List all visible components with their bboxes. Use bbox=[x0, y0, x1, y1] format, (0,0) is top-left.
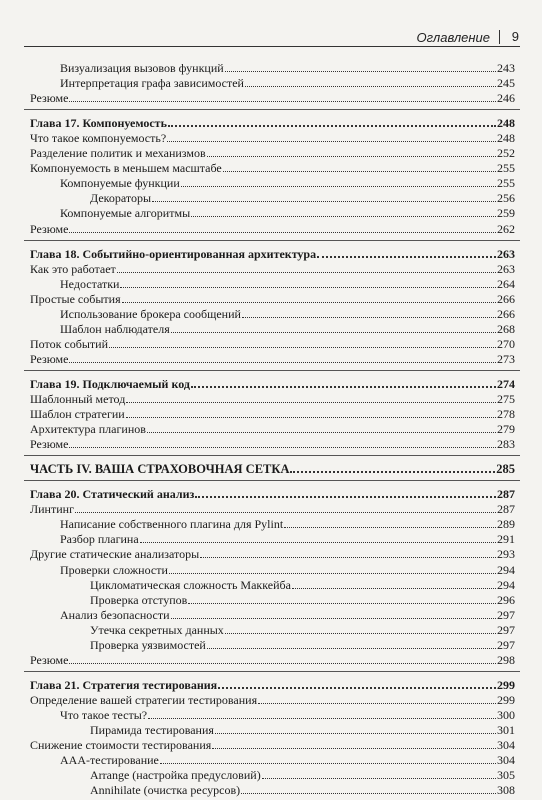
toc-entry-title: Недостатки bbox=[60, 276, 120, 291]
toc-entry[interactable] bbox=[60, 61, 515, 75]
dot-leader bbox=[317, 256, 496, 258]
dot-leader bbox=[207, 156, 496, 157]
toc-entry[interactable] bbox=[30, 653, 515, 667]
toc-page-number: 270 bbox=[497, 336, 515, 351]
toc-part[interactable] bbox=[30, 462, 515, 476]
toc-entry[interactable] bbox=[60, 206, 515, 220]
toc-page-number: 274 bbox=[497, 376, 515, 391]
section-divider bbox=[24, 240, 520, 241]
dot-leader bbox=[290, 471, 495, 473]
toc-page-number: 289 bbox=[497, 517, 515, 532]
toc-page-number: 308 bbox=[497, 783, 515, 798]
toc-page-number: 285 bbox=[496, 462, 515, 477]
toc-chapter[interactable] bbox=[30, 487, 515, 501]
dot-leader bbox=[120, 287, 496, 288]
toc-page-number: 278 bbox=[497, 407, 515, 422]
dot-leader bbox=[117, 272, 496, 273]
toc-entry[interactable] bbox=[90, 191, 515, 205]
toc-page-number: 294 bbox=[497, 562, 515, 577]
dot-leader bbox=[195, 496, 496, 498]
toc-page-number: 246 bbox=[497, 91, 515, 106]
toc-entry[interactable] bbox=[30, 392, 515, 406]
toc-entry[interactable] bbox=[30, 337, 515, 351]
toc-entry[interactable] bbox=[30, 547, 515, 561]
toc-entry[interactable] bbox=[60, 277, 515, 291]
toc-entry[interactable] bbox=[30, 693, 515, 707]
toc-entry-title: Глава 18. Событийно-ориентированная архитектура bbox=[30, 246, 317, 261]
dot-leader bbox=[69, 663, 496, 664]
toc-entry[interactable] bbox=[30, 91, 515, 105]
toc-page-number: 263 bbox=[497, 261, 515, 276]
toc-entry[interactable] bbox=[60, 753, 515, 767]
toc-entry-title: Компонуемость в меньшем масштабе bbox=[30, 161, 222, 176]
toc-page-number: 256 bbox=[497, 191, 515, 206]
toc-chapter[interactable] bbox=[30, 377, 515, 391]
toc-entry[interactable] bbox=[60, 517, 515, 531]
section-divider bbox=[24, 455, 520, 456]
toc-chapter[interactable] bbox=[30, 678, 515, 692]
dot-leader bbox=[75, 512, 496, 513]
toc-entry-title: Проверка отступов bbox=[90, 592, 188, 607]
section-divider bbox=[24, 671, 520, 672]
toc-entry[interactable] bbox=[90, 768, 515, 782]
toc-entry-title: Разделение политик и механизмов bbox=[30, 146, 206, 161]
dot-leader bbox=[147, 432, 496, 433]
toc-entry[interactable] bbox=[30, 292, 515, 306]
toc-page-number: 298 bbox=[497, 652, 515, 667]
toc-entry-title: Резюме bbox=[30, 91, 69, 106]
toc-page-number: 268 bbox=[497, 321, 515, 336]
toc-page-number: 301 bbox=[497, 723, 515, 737]
dot-leader bbox=[126, 417, 496, 418]
section-divider bbox=[24, 480, 520, 481]
toc-entry-title: Цикломатическая сложность Маккейба bbox=[90, 577, 291, 592]
toc-entry-title: Линтинг bbox=[30, 502, 74, 517]
dot-leader bbox=[126, 402, 496, 403]
toc-page-number: 255 bbox=[497, 176, 515, 191]
toc-page-number: 259 bbox=[497, 206, 515, 221]
dot-leader bbox=[152, 201, 496, 202]
dot-leader bbox=[181, 186, 496, 187]
toc-entry[interactable] bbox=[60, 563, 515, 577]
toc-entry-title: Определение вашей стратегии тестирования bbox=[30, 692, 258, 707]
toc-entry-title: Проверки сложности bbox=[60, 562, 168, 577]
toc-entry[interactable] bbox=[60, 176, 515, 190]
dot-leader bbox=[242, 317, 496, 318]
toc-page-number: 293 bbox=[497, 547, 515, 562]
toc-page-number: 266 bbox=[497, 306, 515, 321]
toc-entry[interactable] bbox=[30, 502, 515, 516]
toc-entry[interactable] bbox=[90, 578, 515, 592]
toc-entry[interactable] bbox=[90, 638, 515, 652]
toc-page-number: 255 bbox=[497, 161, 515, 176]
section-divider bbox=[24, 109, 520, 110]
toc-page-number: 264 bbox=[497, 276, 515, 291]
dot-leader bbox=[160, 763, 496, 764]
toc-entry-title: Шаблонный метод bbox=[30, 392, 126, 406]
dot-leader bbox=[69, 232, 496, 233]
dot-leader bbox=[292, 588, 496, 589]
dot-leader bbox=[258, 703, 496, 704]
dot-leader bbox=[171, 332, 496, 333]
toc-entry-title: Что такое компонуемость? bbox=[30, 131, 167, 146]
toc-page-number: 283 bbox=[497, 437, 515, 452]
dot-leader bbox=[191, 386, 496, 388]
dot-leader bbox=[148, 718, 496, 719]
toc-chapter[interactable] bbox=[30, 247, 515, 261]
dot-leader bbox=[225, 633, 496, 634]
toc-entry[interactable] bbox=[30, 131, 515, 145]
toc-entry-title: Компонуемые алгоритмы bbox=[60, 206, 191, 221]
toc-page-number: 299 bbox=[497, 677, 515, 692]
dot-leader bbox=[284, 527, 496, 528]
dot-leader bbox=[223, 171, 496, 172]
toc-entry-title: Резюме bbox=[30, 221, 69, 236]
toc-entry-title: Анализ безопасности bbox=[60, 607, 170, 622]
toc-entry-title: Другие статические анализаторы bbox=[30, 547, 200, 562]
toc-entry-title: Использование брокера сообщений bbox=[60, 306, 241, 321]
toc-entry[interactable] bbox=[90, 623, 515, 637]
toc-entry[interactable] bbox=[90, 593, 515, 607]
toc-entry-title: Декораторы bbox=[90, 191, 152, 206]
dot-leader bbox=[212, 748, 496, 749]
toc-entry[interactable] bbox=[30, 437, 515, 451]
toc-entry-title: Утечка секретных данных bbox=[90, 622, 224, 637]
toc-page-number: 297 bbox=[497, 622, 515, 637]
toc-page-number: 275 bbox=[497, 392, 515, 406]
toc-entry[interactable] bbox=[30, 161, 515, 175]
toc-entry-title: Глава 20. Статический анализ bbox=[30, 487, 195, 502]
toc-entry[interactable] bbox=[60, 708, 515, 722]
dot-leader bbox=[69, 101, 496, 102]
toc-entry-title: Пирамида тестирования bbox=[90, 723, 214, 737]
dot-leader bbox=[69, 447, 496, 448]
dot-leader bbox=[69, 362, 496, 363]
toc-entry[interactable] bbox=[60, 608, 515, 622]
dot-leader bbox=[140, 542, 496, 543]
toc-page-number: 287 bbox=[497, 487, 515, 502]
toc-entry-title: Arrange (настройка предусловий) bbox=[90, 768, 261, 783]
dot-leader bbox=[167, 141, 496, 142]
toc-page-number: 297 bbox=[497, 607, 515, 622]
toc-page-number: 305 bbox=[497, 768, 515, 783]
toc-entry-title: Проверка уязвимостей bbox=[90, 637, 206, 652]
toc-entry-title: AAA-тестирование bbox=[60, 753, 159, 768]
toc-page-number: 296 bbox=[497, 592, 515, 607]
dot-leader bbox=[168, 125, 496, 127]
toc-entry-title: Написание собственного плагина для Pylint bbox=[60, 517, 284, 532]
dot-leader bbox=[207, 648, 496, 649]
dot-leader bbox=[225, 71, 496, 72]
toc-entry-title: ЧАСТЬ IV. ВАША СТРАХОВОЧНАЯ СЕТКА bbox=[30, 462, 290, 477]
toc-page-number: 266 bbox=[497, 291, 515, 306]
toc-entry-title: Шаблон стратегии bbox=[30, 407, 125, 422]
toc-page-number: 300 bbox=[497, 707, 515, 722]
dot-leader bbox=[122, 302, 496, 303]
toc-page-number: 287 bbox=[497, 502, 515, 517]
dot-leader bbox=[241, 793, 496, 794]
toc-entry-title: Резюме bbox=[30, 652, 69, 667]
toc-page-number: 245 bbox=[497, 76, 515, 91]
toc-page-number: 279 bbox=[497, 422, 515, 437]
dot-leader bbox=[218, 687, 496, 689]
toc-page-number: 263 bbox=[497, 246, 515, 261]
toc-entry-title: Компонуемые функции bbox=[60, 176, 180, 191]
toc-entry[interactable] bbox=[60, 76, 515, 90]
toc-entry-title: Что такое тесты? bbox=[60, 707, 148, 722]
toc-page-number: 248 bbox=[497, 131, 515, 146]
toc-page-number: 297 bbox=[497, 637, 515, 652]
toc-page-number: 291 bbox=[497, 532, 515, 547]
toc-page-number: 243 bbox=[497, 61, 515, 75]
running-title: Оглавление bbox=[416, 30, 490, 45]
toc-page-number: 252 bbox=[497, 146, 515, 161]
toc-entry[interactable] bbox=[90, 783, 515, 797]
dot-leader bbox=[109, 347, 496, 348]
toc-entry-title: Интерпретация графа зависимостей bbox=[60, 76, 244, 91]
page-number: 9 bbox=[511, 29, 519, 44]
toc-entry[interactable] bbox=[60, 532, 515, 546]
toc-entry[interactable] bbox=[30, 222, 515, 236]
toc-entry-title: Как это работает bbox=[30, 261, 116, 276]
toc-entry[interactable] bbox=[60, 307, 515, 321]
toc-page-number: 304 bbox=[497, 738, 515, 753]
toc-chapter[interactable] bbox=[30, 116, 515, 130]
toc-entry-title: Глава 17. Компонуемость bbox=[30, 116, 167, 131]
dot-leader bbox=[188, 603, 496, 604]
toc-page-number: 248 bbox=[497, 116, 515, 131]
toc-page-number: 294 bbox=[497, 577, 515, 592]
toc-entry[interactable] bbox=[30, 352, 515, 366]
toc-entry-title: Шаблон наблюдателя bbox=[60, 321, 170, 336]
toc-entry-title: Annihilate (очистка ресурсов) bbox=[90, 783, 241, 798]
toc-entry-title: Глава 21. Стратегия тестирования bbox=[30, 677, 218, 692]
dot-leader bbox=[191, 216, 496, 217]
toc-entry[interactable] bbox=[30, 146, 515, 160]
toc-page-number: 273 bbox=[497, 351, 515, 366]
toc-entry-title: Архитектура плагинов bbox=[30, 422, 146, 437]
toc-entry-title: Глава 19. Подключаемый код bbox=[30, 376, 190, 391]
toc-entry[interactable] bbox=[60, 322, 515, 336]
toc-page-number: 304 bbox=[497, 753, 515, 768]
toc-entry-title: Простые события bbox=[30, 291, 121, 306]
dot-leader bbox=[262, 778, 496, 779]
toc-entry-title: Поток событий bbox=[30, 336, 109, 351]
dot-leader bbox=[169, 573, 496, 574]
dot-leader bbox=[215, 733, 496, 734]
section-divider bbox=[24, 370, 520, 371]
toc-entry[interactable] bbox=[30, 422, 515, 436]
dot-leader bbox=[200, 557, 496, 558]
dot-leader bbox=[245, 86, 496, 87]
toc-entry-title: Разбор плагина bbox=[60, 532, 139, 547]
dot-leader bbox=[171, 618, 496, 619]
toc-entry-title: Резюме bbox=[30, 351, 69, 366]
toc-entry[interactable] bbox=[90, 723, 515, 737]
toc-page-number: 299 bbox=[497, 692, 515, 707]
toc-entry[interactable] bbox=[30, 738, 515, 752]
toc-entry-title: Визуализация вызовов функций bbox=[60, 61, 224, 75]
toc-entry-title: Снижение стоимости тестирования bbox=[30, 738, 212, 753]
toc-entry[interactable] bbox=[30, 262, 515, 276]
toc-entry[interactable] bbox=[30, 407, 515, 421]
toc-entry-title: Резюме bbox=[30, 437, 69, 452]
toc-page-number: 262 bbox=[497, 221, 515, 236]
